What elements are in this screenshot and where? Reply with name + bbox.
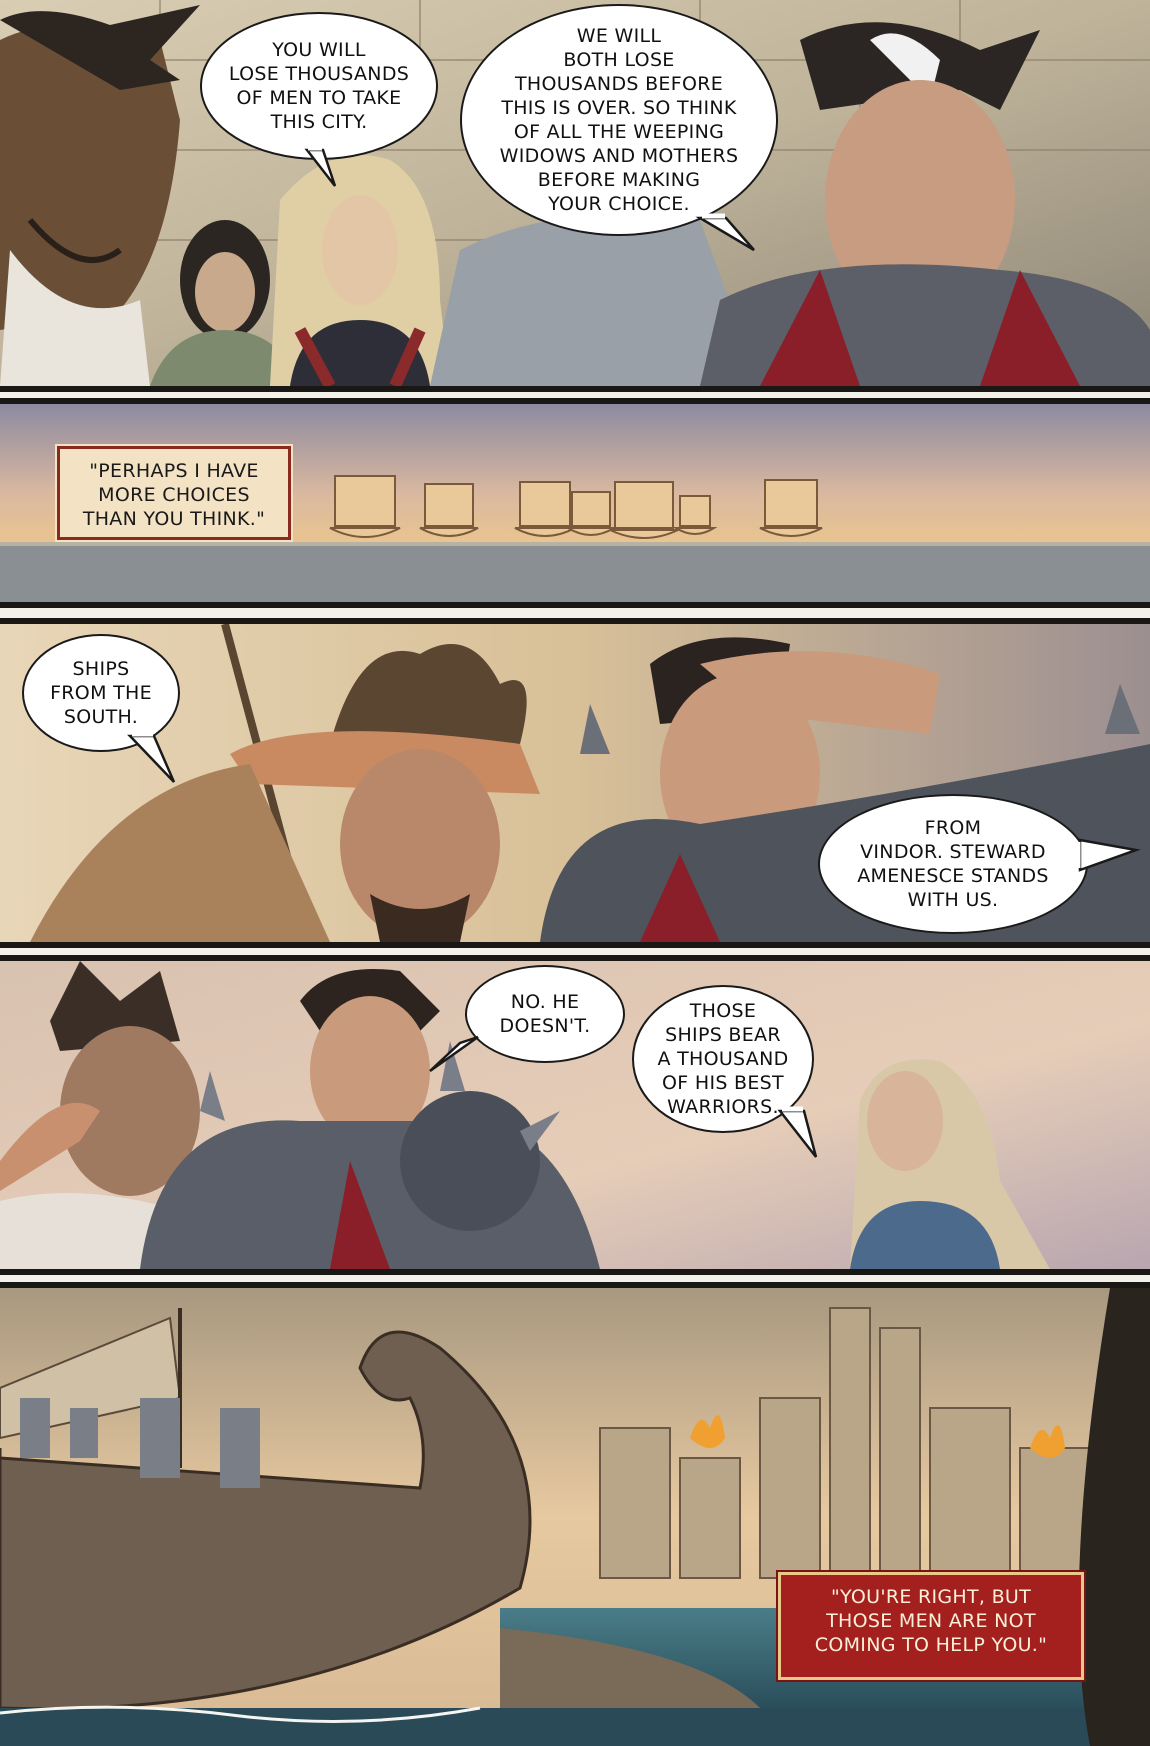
speech-bubble: THOSE SHIPS BEAR A THOUSAND OF HIS BEST WARRIORS. — [632, 985, 814, 1133]
speech-bubble: NO. HE DOESN'T. — [465, 965, 625, 1063]
panel-armored-warriors — [0, 955, 1150, 1275]
panel-fleet-horizon — [0, 398, 1150, 608]
speech-bubble: FROM VINDOR. STEWARD AMENESCE STANDS WITH US. — [818, 794, 1088, 934]
speech-bubble: YOU WILL LOSE THOUSANDS OF MEN TO TAKE THIS CITY. — [200, 12, 438, 160]
speech-bubble-tail — [700, 218, 760, 258]
panel-castle-dialogue — [0, 0, 1150, 392]
speech-bubble: WE WILL BOTH LOSE THOUSANDS BEFORE THIS IS OVER. SO THINK OF ALL THE WEEPING WIDOWS AND MOTHERS BEFORE MAKING YOUR CHOICE. — [460, 4, 778, 236]
speech-bubble: SHIPS FROM THE SOUTH. — [22, 634, 180, 752]
speech-bubble-tail — [130, 736, 180, 786]
speech-bubble-tail — [1080, 840, 1140, 880]
panel-shading-eyes — [0, 618, 1150, 948]
speech-bubble-tail — [305, 150, 345, 190]
panel-longship-city — [0, 1282, 1150, 1746]
speech-bubble-tail — [780, 1111, 830, 1161]
narration-caption: "YOU'RE RIGHT, BUT THOSE MEN ARE NOT COMING TO HELP YOU." — [778, 1572, 1084, 1680]
narration-caption: "PERHAPS I HAVE MORE CHOICES THAN YOU THINK." — [57, 446, 291, 540]
speech-bubble-tail — [430, 1037, 480, 1077]
